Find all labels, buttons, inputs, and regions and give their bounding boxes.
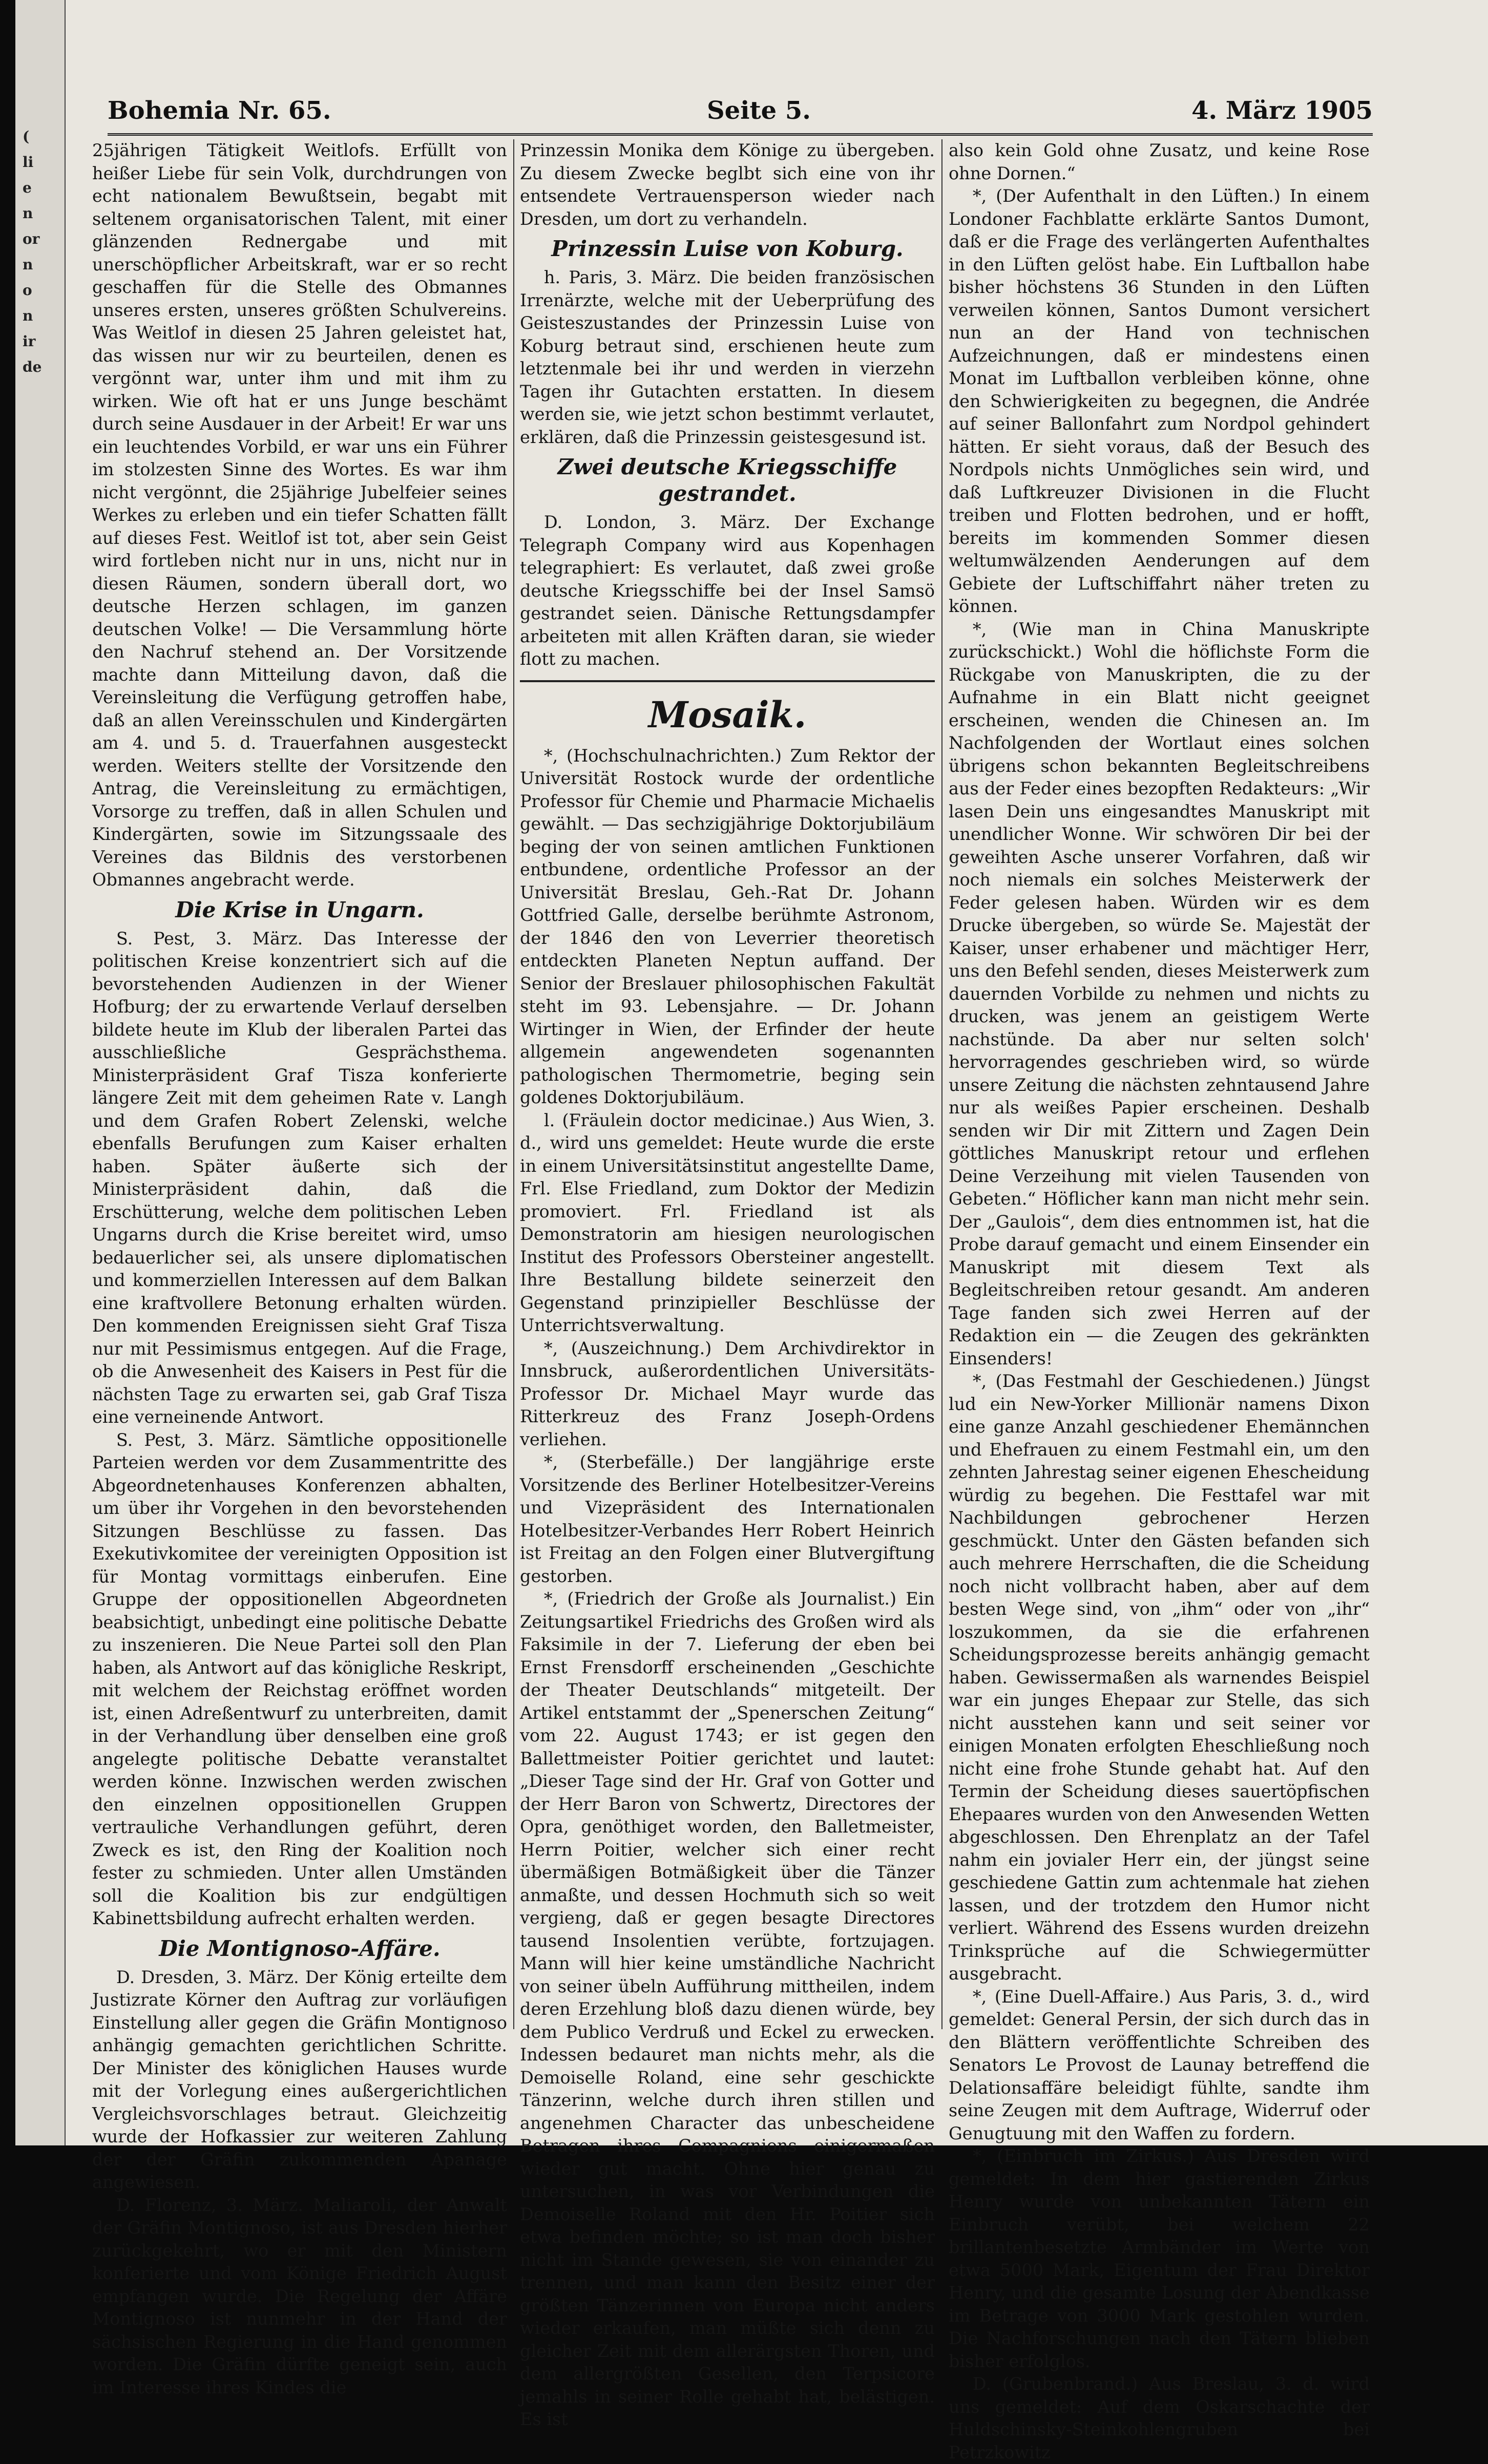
article-text: D. Florenz, 3. März. Maliaroli, der Anwalt der Gräfin Montignoso, ist aus Dresden hierher zurückgekehrt, wo er mit den Ministern konferierte und vom Könige Friedrich August empfangen wurde. Die Regelung der Affäre Montignoso ist nunmehr in der Hand der sächsischen Regierung in die Hand genommen worden. Die Gräfin dürfte geneigt sein, auch im Interesse ihres Kindes die bbox=[92, 2195, 507, 2397]
headline-luise-koburg: Prinzessin Luise von Koburg. bbox=[551, 236, 904, 261]
article-text: D. Dresden, 3. März. Der König erteilte dem Justizrate Körner den Auftrag zur vorläufigen Einstellung aller gegen die Gräfin Montignoso anhängig gemachten gerichtlichen Schritte. Der Minister des königlichen Hauses wurde mit der Vorlegung eines außergerichtlichen Vergleichsvorschlages betraut. Gleichzeitig wurde der Hofkassier zur weiteren Zahlung der der Gräfin zukommenden Apanage angewiesen. bbox=[92, 1967, 507, 2192]
headline-krise-ungarn: Die Krise in Ungarn. bbox=[175, 897, 424, 922]
binding-text: ( bbox=[23, 128, 30, 145]
article-text: D. London, 3. März. Der Exchange Telegraph Company wird aus Kopenhagen telegraphiert: Es verlautet, daß zwei große deutsche Kriegsschiffe bei der Insel Samsö gestrandet seien. Dänische Rettungsdampfer arbeiteten mit allen Kräften daran, sie wieder flott zu machen. bbox=[520, 512, 935, 669]
article-text: *, (Eine Duell-Affaire.) Aus Paris, 3. d., wird gemeldet: General Persin, der sich durch das in den Blättern veröffentlichte Schreiben des Senators Le Provost de Launay betreffend die Delationsaffäre beleidigt fühlte, sandte ihm seine Zeugen mit dem Auftrage, Widerruf oder Genugtuung mit den Waffen zu fordern. bbox=[949, 1986, 1370, 2143]
binding-text: n bbox=[23, 307, 33, 324]
header-date: 4. März 1905 bbox=[1191, 96, 1373, 125]
binding-text: ir bbox=[23, 333, 36, 350]
binding-text: n bbox=[23, 205, 33, 222]
column-1 bbox=[92, 139, 507, 2397]
binding-text: de bbox=[23, 359, 42, 375]
article-text: S. Pest, 3. März. Das Interesse der politischen Kreise konzentriert sich auf die bevorstehenden Audienzen in der Wiener Hofburg; der zu erwartende Verlauf derselben bildete heute im Klub der liberalen Partei das ausschließliche Gesprächsthema. Ministerpräsident Graf Tisza konferierte längere Zeit mit dem geheimen Rate v. Langh und dem Grafen Robert Zelenski, welche ebenfalls Berufungen zum Kaiser erhalten haben. Später äußerte sich der Ministerpräsident dahin, daß die Erschütterung, welche dem politischen Leben Ungarns durch die Krise bereitet wird, umso bedauerlicher sei, als unsere diplomatischen und kommerziellen Interessen auf dem Balkan eine kraftvollere Betonung erhalten würden. Den kommenden Ereignissen sieht Graf Tisza nur mit Pessimismus entgegen. Auf die Frage, ob die Anwesenheit des Kaisers in Pest für die nächsten Tage zu erwarten sei, gab Graf Tisza eine verneinende Antwort. bbox=[92, 928, 507, 1427]
article-text: *, (Wie man in China Manuskripte zurückschickt.) Wohl die höflichste Form die Rückgabe von Manuskripten, die zu der Aufnahme in ein Blatt nicht geeignet erscheinen, wenden die Chinesen an. Im Nachfolgenden der Wortlaut eines solchen übrigens schon bekannten Begleitschreibens aus der Feder eines bezopften Redakteurs: „Wir lasen Dein uns eingesandtes Manuskript mit unendlicher Wonne. Wir schwören Dir bei der geweihten Asche unserer Vorfahren, daß wir noch niemals ein solches Meisterwerk der Feder gelesen haben. Würden wir es dem Drucke übergeben, so würde Se. Majestät der Kaiser, unser erhabener und mächtiger Herr, uns den Befehl senden, dieses Meisterwerk zum dauernden Vorbilde zu nehmen und nichts zu drucken, was jenem an geistigem Werte nachstünde. Da aber nur selten solch' hervorragendes geschrieben wird, so würde unsere Zeitung die nächsten zehntausend Jahre nur als weißes Papier erscheinen. Deshalb senden wir Dir mit Zittern und Zagen Dein göttliches Manuskript retour und erflehen Deine Verzeihung mit vielen Tausenden von Gebeten.“ Höflicher kann man nicht mehr sein. Der „Gaulois“, dem dies entnommen ist, hat die Probe darauf gemacht und einem Einsender ein Manuskript mit diesem Text als Begleitschreiben retour gesandt. Am anderen Tage fanden sich zwei Herren auf der Redaktion ein — die Zeugen des gekränkten Einsenders! bbox=[949, 619, 1370, 1368]
column-3 bbox=[949, 139, 1370, 2462]
article-text: *, (Der Aufenthalt in den Lüften.) In einem Londoner Fachblatte erklärte Santos Dumont, daß er die Frage des verlängerten Aufenthaltes in den Lüften gelöst habe. Ein Luftballon habe bisher höchstens 36 Stunden in den Lüften verweilen können, Santos Dumont versichert nun an der Hand von technischen Aufzeichnungen, daß er mindestens einen Monat im Luftballon verbleiben könne, ohne den Schwierigkeiten zu begegnen, die Andrée auf seiner Ballonfahrt zum Nordpol gehindert hätten. Er sieht voraus, daß der Besuch des Nordpols nichts Unmögliches sein wird, und daß Luftkreuzer Divisionen in die Flucht treiben und Flotten bedrohen, und er hofft, bereits im kommenden Sommer diesen weltumwälzenden Aenderungen auf dem Gebiete der Luftschiffahrt näher treten zu können. bbox=[949, 186, 1370, 616]
article-text: *, (Einbruch im Zirkus.) Aus Dresden wird gemeldet: In dem hier gastierenden Zirkus Henry wurde von unbekannten Tätern ein Einbruch verübt, bei welchem 22 brillantenbesetzte Armbänder im Werte von etwa 5000 Mark, Eigentum der Frau Direktor Henry, und die gesamte Losung der Abendkasse im Betrage von 3000 Mark gestohlen wurden. Die Nachforschungen nach den Tätern blieben bisher erfolglos. bbox=[949, 2146, 1370, 2371]
article-text: h. Paris, 3. März. Die beiden französischen Irrenärzte, welche mit der Ueberprüfung des Geisteszustandes der Prinzessin Luise von Koburg betraut sind, erschienen heute zum letztenmale bei ihr und werden in vierzehn Tagen ihr Gutachten erstatten. In diesem werden sie, wie jetzt schon bestimmt verlautet, erklären, daß die Prinzessin geistesgesund ist. bbox=[520, 267, 935, 447]
article-text: *, (Hochschulnachrichten.) Zum Rektor der Universität Rostock wurde der ordentliche Professor für Chemie und Pharmacie Michaelis gewählt. — Das sechzigjährige Doktorjubiläum beging der von seinen amtlichen Funktionen entbundene, ordentliche Professor an der Universität Breslau, Geh.-Rat Dr. Johann Gottfried Galle, derselbe berühmte Astronom, der 1846 den von Leverrier theoretisch entdeckten Planeten Neptun auffand. Der Senior der Breslauer philosophischen Fakultät steht im 93. Lebensjahre. — Dr. Johann Wirtinger in Wien, der Erfinder der heute allgemein angewendeten sogenannten pathologischen Thermometrie, beging sein goldenes Doktorjubiläum. bbox=[520, 745, 935, 1107]
page-header bbox=[108, 96, 1373, 136]
article-text: D. (Grubenbrand.) Aus Breslau, 3. d. wird uns gemeldet: Auf dem Oskarschachte der Huldschinsky-Steinkohlengruben bei Petrzkowitz bbox=[949, 2374, 1370, 2462]
binding-text: n bbox=[23, 256, 33, 273]
headline-montignoso: Die Montignoso-Affäre. bbox=[159, 1935, 441, 1961]
article-text: Prinzessin Monika dem Könige zu übergeben. Zu diesem Zwecke beglbt sich eine von ihr entsendete Vertrauensperson wieder nach Dresden, um dort zu verhandeln. bbox=[520, 140, 935, 229]
article-text: *, (Sterbefälle.) Der langjährige erste Vorsitzende des Berliner Hotelbesitzer-Vereins und Vizepräsident des Internationalen Hotelbesitzer-Verbandes Herr Robert Heinrich ist Freitag an den Folgen einer Blutvergiftung gestorben. bbox=[520, 1452, 935, 1586]
article-text: also kein Gold ohne Zusatz, und keine Rose ohne Dornen.“ bbox=[949, 140, 1370, 183]
binding-text: or bbox=[23, 230, 40, 247]
header-page-number: Seite 5. bbox=[707, 96, 811, 125]
column-2 bbox=[520, 139, 935, 2429]
section-title-mosaik: Mosaik. bbox=[648, 693, 807, 736]
newspaper-page bbox=[15, 0, 1488, 2462]
article-text: S. Pest, 3. März. Sämtliche oppositionelle Parteien werden vor dem Zusammentritte des Abgeordnetenhauses Konferenzen abhalten, um über ihr Vorgehen in den bevorstehenden Sitzungen Beschlüsse zu fassen. Das Exekutivkomitee der vereinigten Opposition ist für Montag vormittags einberufen. Eine Gruppe der oppositionellen Abgeordneten beabsichtigt, unbedingt eine politische Debatte zu inszenieren. Die Neue Partei soll den Plan haben, als Antwort auf das königliche Reskript, mit welchem der Reichstag eröffnet worden ist, einen Adreßentwurf zu unterbreiten, damit in der Verhandlung über denselben eine groß angelegte politische Debatte veranstaltet werden könne. Inzwischen werden zwischen den einzelnen oppositionellen Gruppen vertrauliche Verhandlungen geführt, deren Zweck es ist, den Ring der Koalition noch fester zu schmieden. Unter allen Umständen soll die Koalition bis zur endgültigen Kabinettsbildung aufrecht erhalten werden. bbox=[92, 1429, 507, 1928]
header-issue: Bohemia Nr. 65. bbox=[108, 96, 331, 125]
article-text: l. (Fräulein doctor medicinae.) Aus Wien, 3. d., wird uns gemeldet: Heute wurde die erste in einem Universitätsinstitut angestellte Dame, Frl. Else Friedland, zum Doktor der Medizin promoviert. Frl. Friedland ist als Demonstratorin am hiesigen neurologischen Institut des Professors Obersteiner angestellt. Ihre Bestallung bildete seinerzeit den Gegenstand prinzipieller Beschlüsse der Unterrichtsverwaltung. bbox=[520, 1110, 935, 1335]
binding-text: li bbox=[23, 154, 34, 171]
article-text: *, (Das Festmahl der Geschiedenen.) Jüngst lud ein New-Yorker Millionär namens Dixon eine ganze Anzahl geschiedener Ehemännchen und Ehefrauen zu einem Festmahl ein, um den zehnten Jahrestag seiner eigenen Ehescheidung würdig zu begehen. Die Festtafel war mit Nachbildungen gebrochener Herzen geschmückt. Unter den Gästen befanden sich auch mehrere Herrschaften, die die Scheidung noch nicht vollbracht haben, aber auf dem besten Wege sind, von „ihm“ oder von „ihr“ loszukommen, da sie die erfahrenen Scheidungsprozesse bereits anhängig gemacht haben. Gewissermaßen als warnendes Beispiel war ein junges Ehepaar zur Stelle, das sich nicht ausstehen kann und seit seiner vor einigen Monaten erfolgten Eheschließung noch nicht eine frohe Stunde gehabt hat. Auf den Termin der Scheidung dieses sauertöpfischen Ehepaares wurden von den Anwesenden Wetten abgeschlossen. Den Ehrenplatz an der Tafel nahm ein jovialer Herr ein, der jüngst seine geschiedene Gattin zum achtenmale hat ziehen lassen, und der trotzdem den Humor nicht verliert. Während des Essens wurden dreizehn Trinksprüche auf die Schwiegermütter ausgebracht. bbox=[949, 1371, 1370, 1984]
binding-text: e bbox=[23, 179, 32, 196]
column-rule bbox=[941, 139, 942, 2029]
article-text: *, (Auszeichnung.) Dem Archivdirektor in Innsbruck, außerordentlichen Universitäts-Professor Dr. Michael Mayr wurde das Ritterkreuz des Franz Joseph-Ordens verliehen. bbox=[520, 1338, 935, 1449]
binding-text: o bbox=[23, 282, 32, 299]
column-rule bbox=[513, 139, 514, 2029]
article-text: *, (Friedrich der Große als Journalist.) Ein Zeitungsartikel Friedrichs des Großen wird als Faksimile in der 7. Lieferung der eben bei Ernst Frensdorff erscheinenden „Geschichte der Theater Deutschlands“ mitgeteilt. Der Artikel entstammt der „Spenerschen Zeitung“ vom 22. August 1743; er ist gegen den Ballettmeister Poitier gerichtet und lautet: „Dieser Tage sind der Hr. Graf von Gotter und der Herr Baron von Schwertz, Directores der Opra, genöthiget worden, den Balletmeister, Herrn Poitier, welcher sich einer recht übermäßigen Botmäßigkeit über die Tänzer anmaßte, und dessen Hochmuth sich so weit vergieng, daß er gegen besagte Directores tausend Insolentien verübte, fortzujagen. Mann will hier keine umständliche Nachricht von seiner übeln Aufführung mittheilen, indem deren Erzehlung bloß dazu dienen würde, bey dem Publico Verdruß und Eckel zu erwecken. Indessen bedauret man nichts mehr, als die Demoiselle Roland, eine sehr geschickte Tänzerinn, welche durch ihren stillen und angenehmen Character das unbescheidene Betragen ihres Compagnions einigermaßen wieder gut macht. Ohne hier genau zu untersuchen, in was vor Verbindungen die Demoiselle Roland mit den Hr. Poitier sich etwa befinden möchte; so ist man doch bisher nicht im Stande gewesen, sie von einander zu trennen, und man kann den Besitz einer der größten Tänzerinnen von Europa nicht anders wieder erkaufen, man müßte sich denn zu gleicher Zeit mit dem allerärgsten Thoren, und dem allergrößten Gesellen, den Terpsicore jemahls in seiner Rolle gehabt hat, belästigen. Es ist bbox=[520, 1589, 935, 2429]
section-divider bbox=[520, 680, 935, 682]
article-text: 25jährigen Tätigkeit Weitlofs. Erfüllt von heißer Liebe für sein Volk, durchdrungen von echt nationalem Bewußtsein, begabt mit seltenem organisatorischen Talent, mit einer glänzenden Rednergabe und mit unerschöpflicher Arbeitskraft, war er so recht geschaffen für die Stelle des Obmannes unseres ersten, unseres größten Schulvereins. Was Weitlof in diesen 25 Jahren geleistet hat, das wissen nur wir zu beurteilen, denen es vergönnt war, unter ihm und mit ihm zu wirken. Wie oft hat er uns Junge beschämt durch seine Ausdauer in der Arbeit! Er war uns ein leuchtendes Vorbild, er war uns ein Führer im stolzesten Sinne des Wortes. Es war ihm nicht vergönnt, die 25jährige Jubelfeier seines Werkes zu erleben und ein tiefer Schatten fällt auf dieses Fest. Weitlof ist tot, aber sein Geist wird fortleben nicht nur in uns, nicht nur in diesen Räumen, sondern überall dort, wo deutsche Herzen schlagen, im ganzen deutschen Volke! — Die Versammlung hörte den Nachruf stehend an. Der Vorsitzende machte dann Mitteilung davon, daß die Vereinsleitung die Verfügung getroffen habe, daß an allen Vereinsschulen und Kindergärten am 4. und 5. d. Trauerfahnen ausgesteckt werden. Weiters stellte der Vorsitzende den Antrag, die Vereinsleitung zu ermächtigen, Vorsorge zu treffen, daß in allen Schulen und Kindergärten, sowie im Sitzungssaale des Vereines das Bildnis des verstorbenen Obmannes angebracht werde. bbox=[92, 140, 507, 890]
headline-kriegsschiffe: Zwei deutsche Kriegsschiffe gestrandet. bbox=[557, 454, 897, 506]
binding-strip bbox=[15, 0, 66, 2145]
